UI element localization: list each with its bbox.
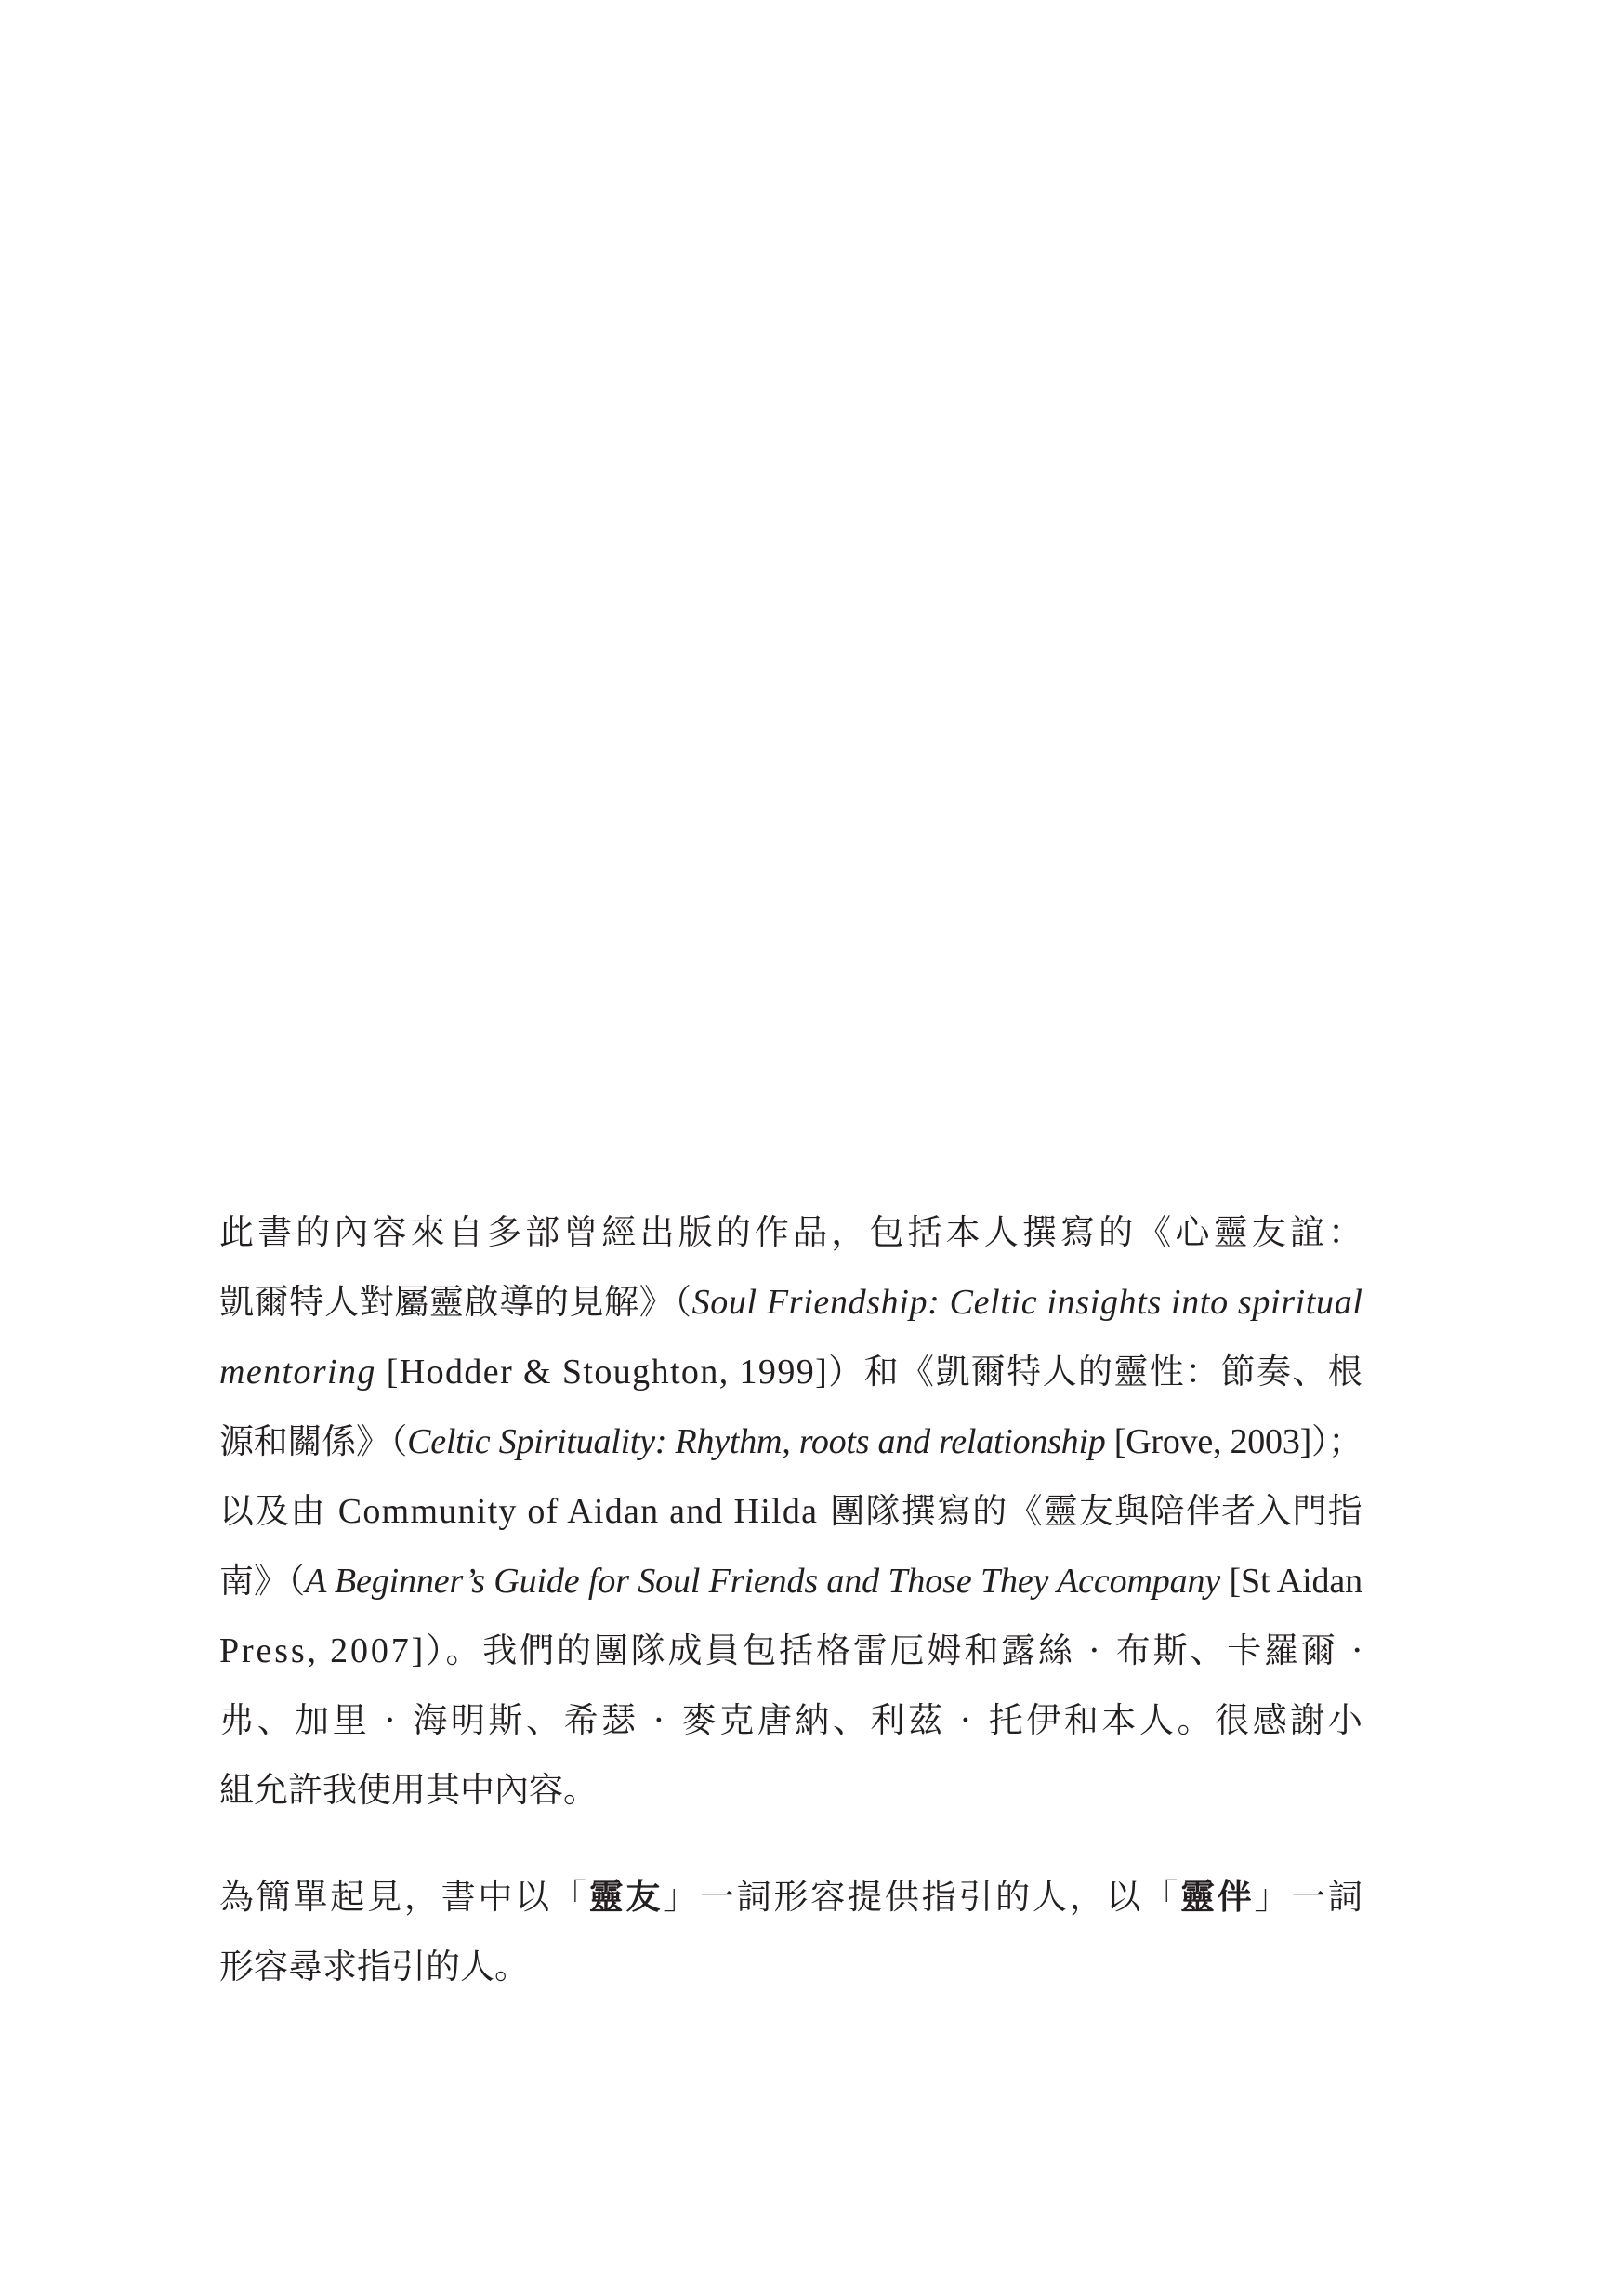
acknowledgement-paragraph xyxy=(219,1197,1367,1825)
text-line: 此書的內容來自多部曾經出版的作品，包括本人撰寫的《心靈友誼： xyxy=(219,1212,1367,1252)
text-line xyxy=(219,1616,1366,1685)
text-line xyxy=(219,1267,1362,1337)
book-title: Soul Friendship: Celtic insights into spiritual xyxy=(691,1283,1363,1322)
text-line: 組允許我使用其中內容。 xyxy=(219,1770,598,1810)
text-run: 源和關係》（ xyxy=(219,1421,408,1461)
text-run: 南》（ xyxy=(219,1561,306,1601)
text-run: ）和《凱爾特人的靈性：節奏、根 xyxy=(828,1352,1364,1392)
text-run: 以及由 xyxy=(219,1491,338,1531)
book-title: A Beginner’s Guide for Soul Friends and Those They Accompany xyxy=(305,1562,1221,1601)
text-line: 弗、加里 · 海明斯、希瑟 · 麥克唐納、利茲 · 托伊和本人。很感謝小 xyxy=(219,1700,1366,1740)
paragraph-spacer xyxy=(219,1825,1362,1862)
body-text xyxy=(219,1197,1367,2001)
text-run: ）； xyxy=(1311,1421,1363,1461)
terminology-paragraph xyxy=(219,1862,1365,2001)
text-line xyxy=(219,1546,1362,1616)
book-title: mentoring xyxy=(219,1353,376,1392)
bold-term-soul-companion: 靈伴 xyxy=(1179,1876,1255,1917)
text-run: 」一詞形容提供指引的人，以「 xyxy=(663,1877,1180,1917)
publisher-info: Press, 2007] xyxy=(219,1631,427,1670)
text-line xyxy=(219,1476,1362,1546)
publisher-info: [St Aidan xyxy=(1220,1562,1362,1601)
publisher-info: [Hodder & Stoughton, 1999] xyxy=(375,1353,829,1392)
publisher-info: [Grove, 2003] xyxy=(1105,1422,1311,1461)
book-title: Celtic Spirituality: Rhythm, roots and relationship xyxy=(407,1422,1106,1461)
text-run: 凱爾特人對屬靈啟導的見解》（ xyxy=(219,1282,692,1322)
text-line xyxy=(219,1406,1362,1476)
text-line xyxy=(219,1337,1362,1406)
text-run: 」一詞 xyxy=(1254,1877,1365,1917)
bold-term-soul-friend: 靈友 xyxy=(588,1876,664,1917)
text-run: 為簡單起見，書中以「 xyxy=(219,1877,589,1917)
text-line: 形容尋求指引的人。 xyxy=(219,1946,529,1986)
text-run: ）。我們的團隊成員包括格雷厄姆和露絲 · 布斯、卡羅爾 · xyxy=(426,1630,1366,1670)
text-line xyxy=(219,1862,1365,1932)
organization-name: Community of Aidan and Hilda xyxy=(337,1492,819,1531)
text-run: 團隊撰寫的《靈友與陪伴者入門指 xyxy=(818,1491,1364,1531)
